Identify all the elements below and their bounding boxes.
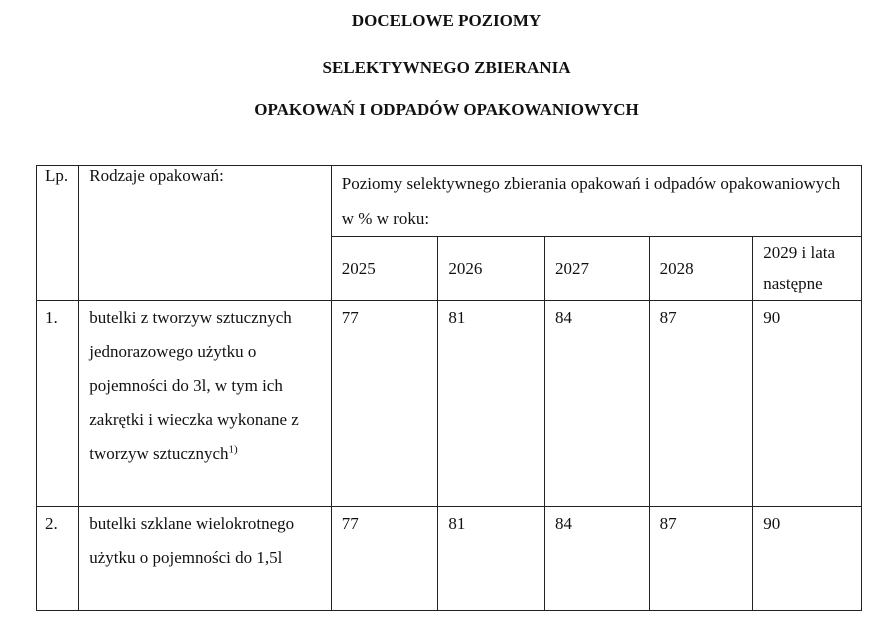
value: 81: [448, 514, 466, 533]
table-row: [37, 301, 862, 507]
footnote-marker: 1): [228, 443, 238, 456]
year-label: 2027: [555, 258, 590, 278]
year-label: 2026: [448, 258, 483, 278]
year-label: 2029 i lata następne: [763, 243, 836, 293]
table-row: [37, 507, 862, 611]
header-type-label: Rodzaje opakowań:: [89, 166, 224, 185]
value: 87: [659, 514, 677, 533]
header-year-2029: [753, 237, 862, 301]
row-lp-cell: [37, 507, 79, 611]
row-value-2027: [545, 507, 650, 611]
row-type-text: butelki szklane wielokrotnego użytku o pojemności do 1,5l: [89, 514, 295, 567]
row-value-2025: [331, 507, 438, 611]
header-levels-cell: [331, 166, 861, 237]
header-type-cell: [79, 166, 332, 301]
row-value-2029: [753, 507, 862, 611]
row-value-2028: [649, 507, 753, 611]
value: 81: [448, 308, 466, 327]
header-year-2026: [438, 237, 545, 301]
value: 90: [763, 308, 781, 327]
header-lp-cell: [37, 166, 79, 301]
row-lp-cell: [37, 301, 79, 507]
collection-levels-table: [36, 165, 862, 611]
header-lp-label: Lp.: [45, 166, 69, 185]
row-value-2028: [649, 301, 753, 507]
year-label: 2025: [341, 258, 376, 278]
value: 90: [763, 514, 781, 533]
row-type-cell: [79, 507, 332, 611]
value: 84: [555, 514, 573, 533]
document-title-line-3: OPAKOWAŃ I ODPADÓW OPAKOWANIOWYCH: [254, 100, 639, 119]
row-lp: 2.: [45, 514, 58, 533]
row-value-2027: [545, 301, 650, 507]
value: 84: [555, 308, 573, 327]
document-title-line-2: SELEKTYWNEGO ZBIERANIA: [322, 58, 571, 77]
year-label: 2028: [659, 258, 694, 278]
header-year-2028: [649, 237, 753, 301]
value: 77: [341, 308, 359, 327]
row-lp: 1.: [45, 308, 58, 327]
row-value-2026: [438, 507, 545, 611]
header-year-2025: [331, 237, 438, 301]
row-value-2029: [753, 301, 862, 507]
row-type-text: butelki z tworzyw sztucznych jednorazowego użytku o pojemności do 3l, w tym ich zakrętki i wieczka wykonane z tworzyw sztucznych: [89, 308, 299, 463]
header-year-2027: [545, 237, 650, 301]
document-title-line-1: DOCELOWE POZIOMY: [351, 11, 542, 30]
table-header-row: [37, 166, 862, 237]
value: 87: [659, 308, 677, 327]
value: 77: [341, 514, 359, 533]
header-levels-label: Poziomy selektywnego zbierania opakowań i odpadów opakowaniowych w % w roku:: [341, 174, 841, 228]
row-value-2026: [438, 301, 545, 507]
row-type-cell: [79, 301, 332, 507]
row-value-2025: [331, 301, 438, 507]
